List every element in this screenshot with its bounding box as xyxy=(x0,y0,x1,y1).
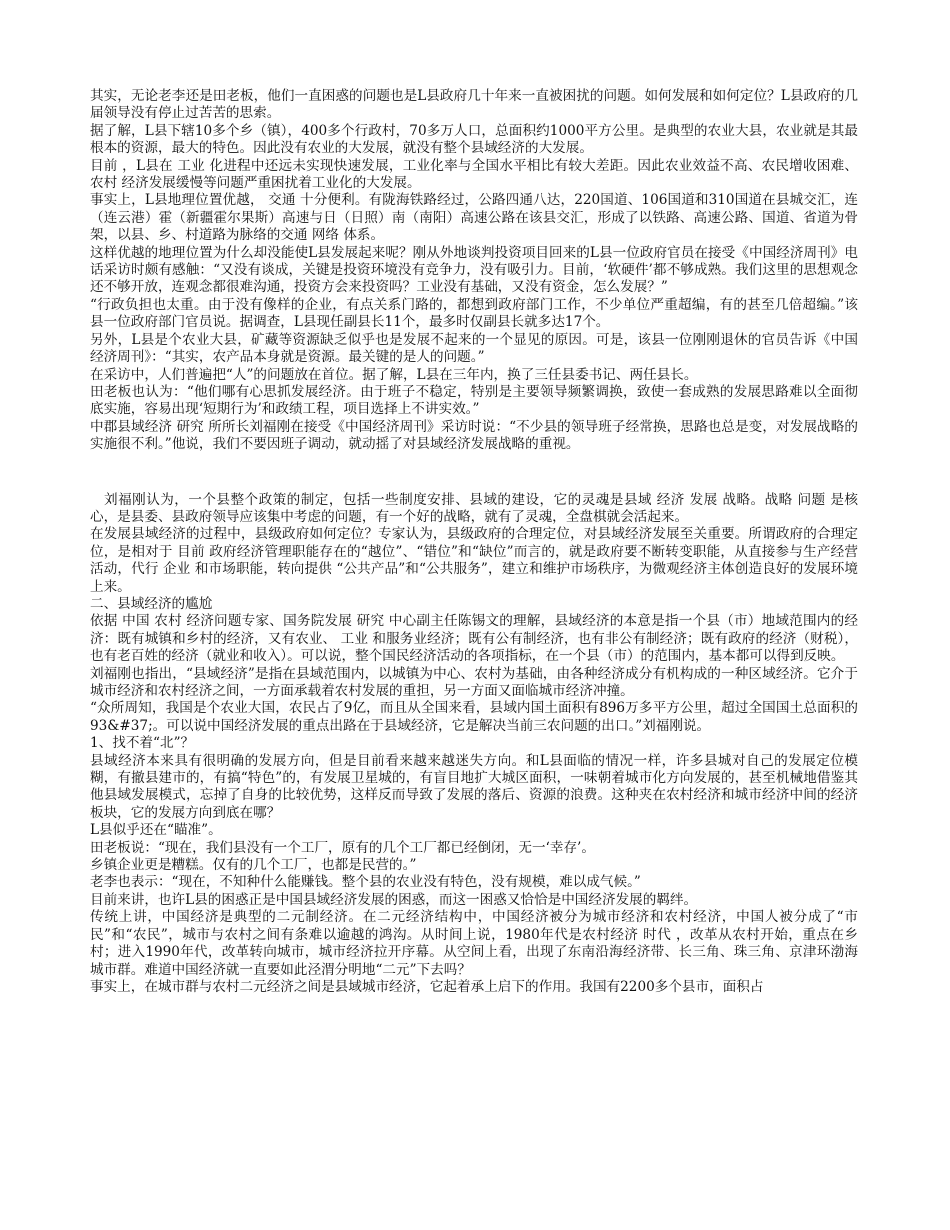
document-page xyxy=(90,88,858,996)
paragraph: L县似乎还在“瞄准”。 xyxy=(90,822,222,839)
paragraph: 老李也表示：“现在，不知种什么能赚钱。整个县的农业没有特色，没有规模，难以成气候。” xyxy=(90,874,641,891)
paragraph: 传统上讲，中国经济是典型的二元制经济。在二元经济结构中，中国经济被分为城市经济和农村经济，中国人被分成了“市民”和“农民”，城市与农村之间有条难以逾越的鸿沟。从时间上说，1980年代是农村经济 时代 ，改革从农村开始，重点在乡村；进入1990年代，改革转向城市，城市经济拉开序幕。从空间上看，出现了东南沿海经济带、长三角、珠三角、京津环渤海城市群。难道中国经济就一直要如此泾渭分明地“二元”下去吗？ xyxy=(90,909,858,978)
paragraph: 刘福刚认为，一个县整个政策的制定，包括一些制度安排、县域的建设，它的灵魂是县域 经济 发展 战略。战略 问题 是核心，是县委、县政府领导应该集中考虑的问题，有一个好的战略，就有了灵魂，全盘棋就会活起来。 xyxy=(90,491,858,525)
paragraph: 刘福刚也指出，“县域经济”是指在县域范围内，以城镇为中心、农村为基础，由各种经济成分有机构成的一种区域经济。它介于城市经济和农村经济之间，一方面承载着农村发展的重担，另一方面又面临城市经济冲撞。 xyxy=(90,665,858,699)
paragraph: 在采访中，人们普遍把“人”的问题放在首位。据了解，L县在三年内，换了三任县委书记、两任县长。 xyxy=(90,366,698,383)
paragraph: 事实上，在城市群与农村二元经济之间是县域城市经济，它起着承上启下的作用。我国有2200多个县市，面积占 xyxy=(90,978,764,995)
section-1 xyxy=(90,88,858,454)
paragraph: 中郡县域经济 研究 所所长刘福刚在接受《中国经济周刊》采访时说：“不少县的领导班子经常换，思路也总是变，对发展战略的实施很不利。”他说，我们不要因班子调动，就动摇了对县域经济发展战略的重视。 xyxy=(90,418,858,453)
paragraph: 目前 ，L县在 工业 化进程中还远未实现快速发展，工业化率与全国水平相比有较大差距。因此农业效益不高、农民增收困难、 农村 经济发展缓慢等问题严重困扰着工业化的大发展。 xyxy=(90,157,858,192)
paragraph: “行政负担也太重。由于没有像样的企业，有点关系门路的，都想到政府部门工作，不少单位严重超编，有的甚至几倍超编。”该县一位政府部门官员说。据调查，L县现任副县长11个，最多时仅副县长就多达17个。 xyxy=(90,296,858,331)
paragraph: 县域经济本来具有很明确的发展方向，但是目前看来越来越迷失方向。和L县面临的情况一样，许多县城对自己的发展定位模糊，有撤县建市的，有搞“特色”的，有发展卫星城的，有盲目地扩大城区面积，一味朝着城市化方向发展的，甚至机械地借鉴其他县域发展模式，忘掉了自身的比较优势，这样反而导致了发展的落后、资源的浪费。这种夹在农村经济和城市经济中间的经济板块，它的发展方向到底在哪？ xyxy=(90,752,858,821)
paragraph: 其实，无论老李还是田老板，他们一直困惑的问题也是L县政府几十年来一直被困扰的问题。如何发展和如何定位？L县政府的几届领导没有停止过苦苦的思索。 xyxy=(90,88,858,122)
paragraph: 乡镇企业更是糟糕。仅有的几个工厂，也都是民营的。” xyxy=(90,857,417,874)
paragraph: 这样优越的地理位置为什么却没能使L县发展起来呢？刚从外地谈判投资项目回来的L县一位政府官员在接受《中国经济周刊》电话采访时颇有感触：“又没有谈成，关键是投资环境没有竞争力，没有吸引力。目前，‘软硬件’都不够成熟。我们这里的思想观念还不够开放，连观念都很难沟通，投资方会来投资吗？工业没有基础，又没有资金，怎么发展？” xyxy=(90,244,858,296)
paragraph: 另外，L县是个农业大县，矿藏等资源缺乏似乎也是发展不起来的一个显见的原因。可是，该县一位刚刚退休的官员告诉《中国经济周刊》：“其实，农产品本身就是资源。最关键的是人的问题。” xyxy=(90,331,858,366)
paragraph: 据了解，L县下辖10多个乡（镇），400多个行政村，70多万人口，总面积约1000平方公里。是典型的农业大县，农业就是其最根本的资源，最大的特色。因此没有农业的大发展，就没有整个县域经济的大发展。 xyxy=(90,122,858,157)
section-gap xyxy=(90,454,858,492)
paragraph: 依据 中国 农村 经济问题专家、国务院发展 研究 中心副主任陈锡文的理解，县域经济的本意是指一个县（市）地域范围内的经济：既有城镇和乡村的经济，又有农业、 工业 和服务业经济；既有公有制经济，也有非公有制经济；既有政府的经济（财税），也有老百姓的经济（就业和收入）。可以说，整个国民经济活动的各项指标，在一个县（市）的范围内，基本都可以得到反映。 xyxy=(90,613,858,665)
paragraph: 田老板也认为：“他们哪有心思抓发展经济。由于班子不稳定，特别是主要领导频繁调换，致使一套成熟的发展思路难以全面彻底实施，容易出现‘短期行为’和政绩工程，项目选择上不讲实效。” xyxy=(90,383,858,418)
paragraph: 在发展县域经济的过程中，县级政府如何定位？专家认为，县级政府的合理定位，对县域经济发展至关重要。所谓政府的合理定位，是相对于 目前 政府经济管理职能存在的“越位”、“错位”和“缺位”而言的，就是政府要不断转变职能，从直接参与生产经营活动，代行 企业 和市场职能，转向提供 “公共产品”和“公共服务”，建立和维护市场秩序，为微观经济主体创造良好的发展环境上来。 xyxy=(90,526,858,595)
paragraph: 田老板说：“现在，我们县没有一个工厂，原有的几个工厂都已经倒闭，无一‘幸存’。 xyxy=(90,839,595,856)
section-2 xyxy=(90,492,858,997)
paragraph: “众所周知，我国是个农业大国，农民占了9亿，而且从全国来看，县域内国土面积有896万多平方公里，超过全国国土总面积的93&#37;。可以说中国经济发展的重点出路在于县域经济，它是解决当前三农问题的出口。”刘福刚说。 xyxy=(90,700,858,734)
paragraph: 事实上，L县地理位置优越， 交通 十分便利。有陇海铁路经过，公路四通八达，220国道、106国道和310国道在县城交汇，连（连云港）霍（新疆霍尔果斯）高速与日（日照）南（南阳）高速公路在该县交汇，形成了以铁路、高速公路、国道、省道为骨架，以县、乡、村道路为脉络的交通 网络 体系。 xyxy=(90,192,858,244)
subsection-heading: 1、找不着“北”？ xyxy=(90,735,195,752)
paragraph: 目前来讲，也许L县的困惑正是中国县域经济发展的困惑，而这一困惑又恰恰是中国经济发展的羁绊。 xyxy=(90,891,698,908)
section-heading: 二、县域经济的尴尬 xyxy=(90,595,213,612)
